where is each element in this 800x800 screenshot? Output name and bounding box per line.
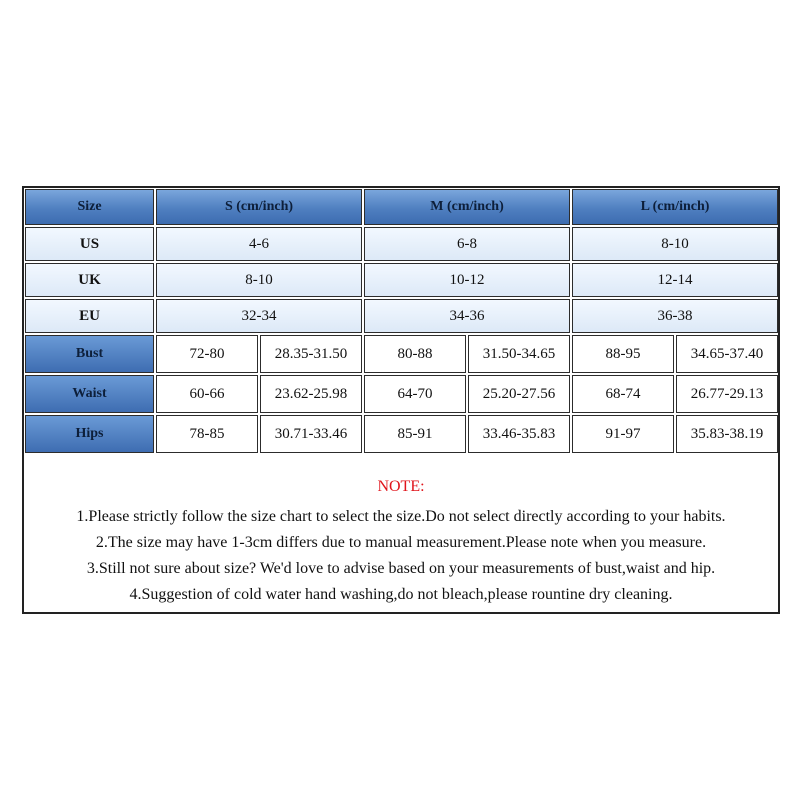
waist-l-inch: 26.77-29.13 <box>676 375 778 413</box>
row-label-hips: Hips <box>25 415 154 453</box>
us-l: 8-10 <box>572 227 778 261</box>
waist-l-cm: 68-74 <box>572 375 674 413</box>
size-chart <box>22 186 780 614</box>
row-label-bust: Bust <box>25 335 154 373</box>
hips-s-inch: 30.71-33.46 <box>260 415 362 453</box>
waist-s-inch: 23.62-25.98 <box>260 375 362 413</box>
note-section <box>24 454 778 608</box>
uk-m: 10-12 <box>364 263 570 297</box>
waist-m-inch: 25.20-27.56 <box>468 375 570 413</box>
hips-l-cm: 91-97 <box>572 415 674 453</box>
header-m: M (cm/inch) <box>364 189 570 225</box>
waist-s-cm: 60-66 <box>156 375 258 413</box>
header-l: L (cm/inch) <box>572 189 778 225</box>
note-line-4: 4.Suggestion of cold water hand washing,do not bleach,please rountine dry cleaning. <box>129 586 673 603</box>
eu-l: 36-38 <box>572 299 778 333</box>
bust-l-inch: 34.65-37.40 <box>676 335 778 373</box>
bust-s-cm: 72-80 <box>156 335 258 373</box>
note-title: NOTE: <box>377 478 425 495</box>
bust-l-cm: 88-95 <box>572 335 674 373</box>
us-m: 6-8 <box>364 227 570 261</box>
note-line-3: 3.Still not sure about size? We'd love to advise based on your measurements of bust,waist and hip. <box>86 560 716 577</box>
eu-m: 34-36 <box>364 299 570 333</box>
note-line-1: 1.Please strictly follow the size chart to select the size.Do not select directly according to your habits. <box>76 508 726 525</box>
hips-m-cm: 85-91 <box>364 415 466 453</box>
header-s: S (cm/inch) <box>156 189 362 225</box>
hips-l-inch: 35.83-38.19 <box>676 415 778 453</box>
waist-m-cm: 64-70 <box>364 375 466 413</box>
us-s: 4-6 <box>156 227 362 261</box>
row-label-eu: EU <box>25 299 154 333</box>
row-label-us: US <box>25 227 154 261</box>
note-line-2: 2.The size may have 1-3cm differs due to manual measurement.Please note when you measure. <box>95 534 707 551</box>
uk-s: 8-10 <box>156 263 362 297</box>
bust-m-inch: 31.50-34.65 <box>468 335 570 373</box>
row-label-waist: Waist <box>25 375 154 413</box>
row-label-uk: UK <box>25 263 154 297</box>
bust-s-inch: 28.35-31.50 <box>260 335 362 373</box>
eu-s: 32-34 <box>156 299 362 333</box>
bust-m-cm: 80-88 <box>364 335 466 373</box>
uk-l: 12-14 <box>572 263 778 297</box>
hips-s-cm: 78-85 <box>156 415 258 453</box>
header-size: Size <box>25 189 154 225</box>
hips-m-inch: 33.46-35.83 <box>468 415 570 453</box>
